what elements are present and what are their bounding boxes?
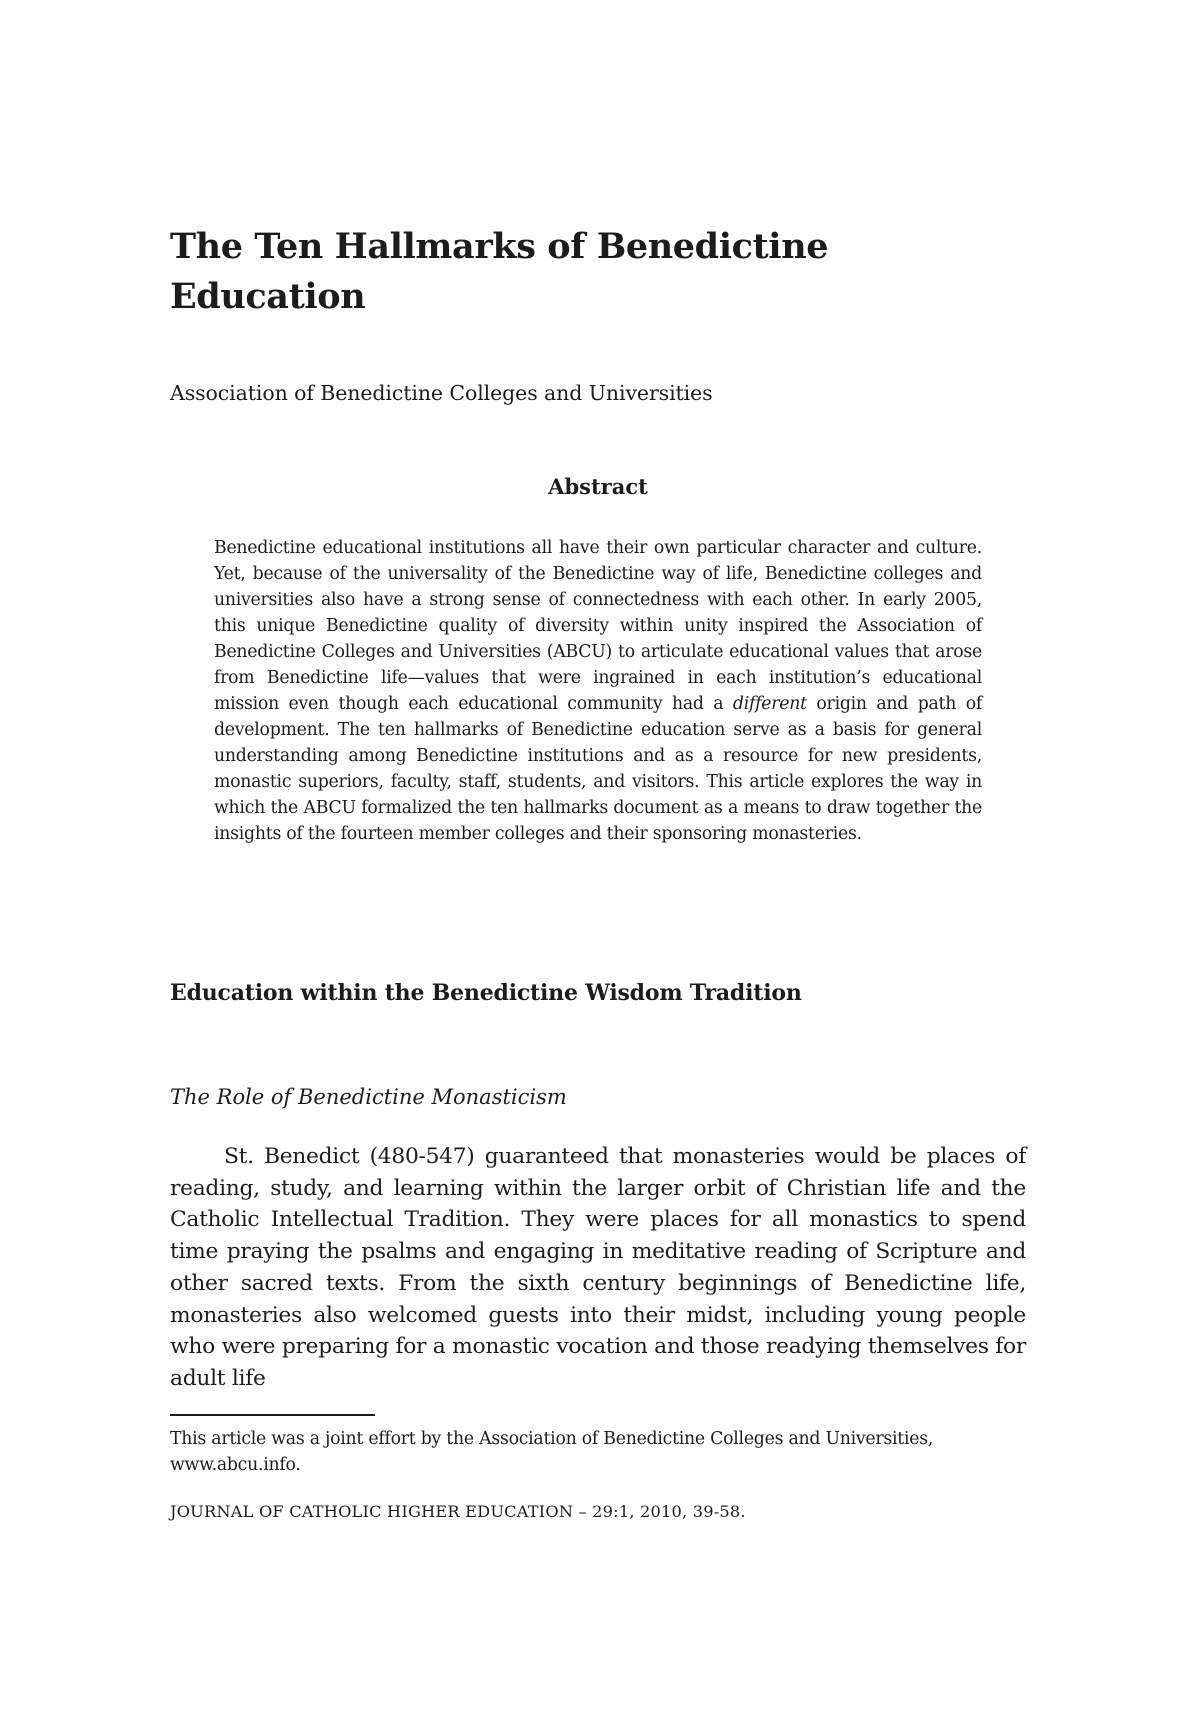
abstract-text-part-2: origin and path of development. The ten hallmarks of Benedictine education serve as a basis for general understanding among Benedictine institutions and as a resource for new presidents, monastic superiors, faculty, staff, students, and visitors. This article explores the way in which the ABCU formalized the ten hallmarks document as a means to draw together the insights of the fourteen member colleges and their sponsoring monasteries. [214,694,983,844]
footnote: This article was a joint effort by the Association of Benedictine Colleges and Universities, www.abcu.info. [170,1429,934,1475]
abstract-heading: Abstract [548,474,648,499]
body-paragraph: St. Benedict (480-547) guaranteed that monasteries would be places of reading, study, and learning within the larger orbit of Christian life and the Catholic Intellectual Tradition. They were places for all monastics to spend time praying the psalms and engaging in meditative reading of Scripture and other sacred texts. From the sixth century beginnings of Benedictine life, monasteries also welcomed guests into their midst, including young people who were preparing for a monastic vocation and those readying themselves for adult life [170,1144,1026,1391]
section-heading: Education within the Benedictine Wisdom Tradition [170,980,802,1006]
abstract-body [214,535,982,847]
subsection-heading: The Role of Benedictine Monasticism [170,1085,567,1109]
abstract-text-part-1: Benedictine educational institutions all have their own particular character and culture. Yet, because of the universality of the Benedictine way of life, Benedictine colleges and universities also have a strong sense of connectedness with each other. In early 2005, this unique Benedictine quality of diversity within unity inspired the Association of Benedictine Colleges and Universities (ABCU) to articulate educational values that arose from Benedictine life—values that were ingrained in each institution’s educational mission even though each educational community had a [214,538,982,714]
journal-citation: JOURNAL OF CATHOLIC HIGHER EDUCATION – 29:1, 2010, 39-58. [170,1502,746,1521]
document-page [170,0,1026,1714]
article-author: Association of Benedictine Colleges and Universities [170,381,713,405]
article-title: The Ten Hallmarks of Benedictine Education [170,226,829,317]
abstract-emphasis: different [732,694,807,714]
footnote-rule [170,1414,375,1416]
